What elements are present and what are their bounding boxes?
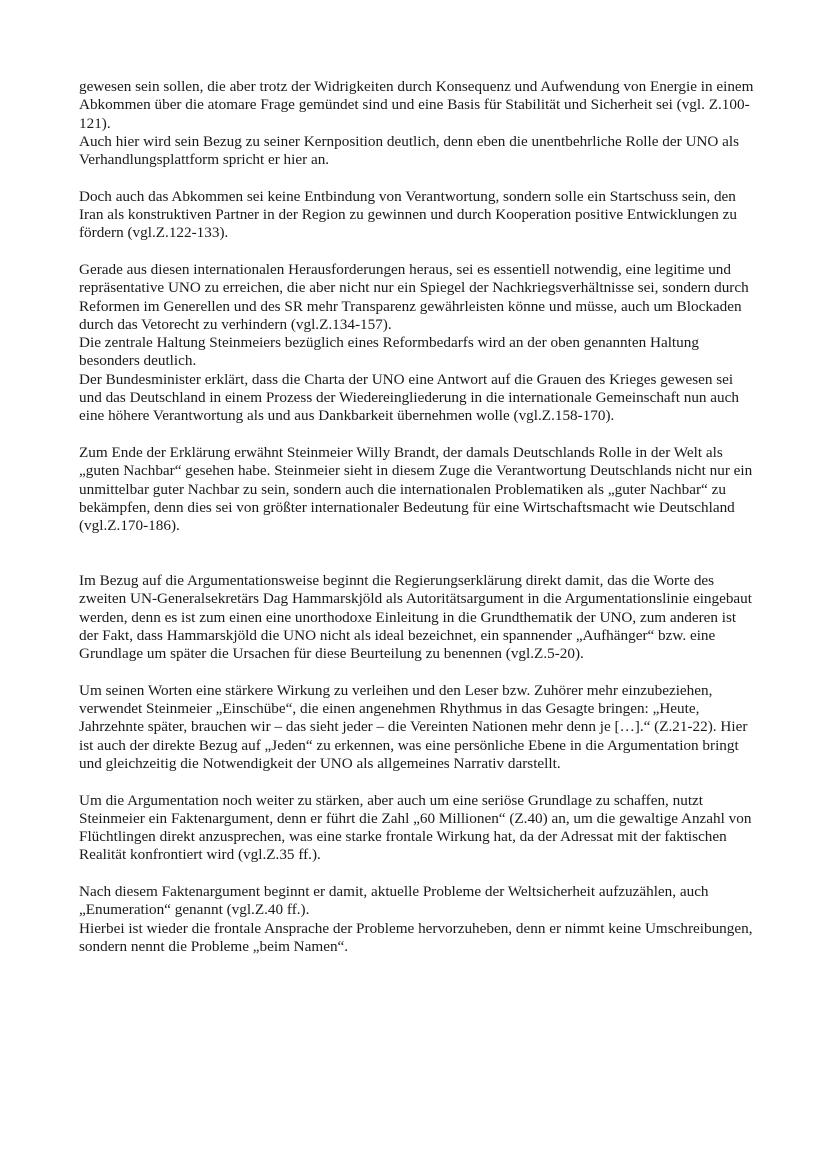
paragraph-iran-partner: Doch auch das Abkommen sei keine Entbindung von Verantwortung, sondern solle ein Startschuss sein, den Iran als konstruktiven Partner in der Region zu gewinnen und durch Kooperation positive Entwicklungen zu fördern (vgl.Z.122-133).	[79, 187, 737, 242]
paragraph-spacer	[79, 865, 754, 883]
paragraph-spacer	[79, 664, 754, 682]
paragraph-reform-uno: Gerade aus diesen internationalen Herausforderungen heraus, sei es essentiell notwendig, eine legitime und repräsentative UNO zu erreichen, die aber nicht nur ein Spiegel der Nachkriegsverhältnisse sei, sondern durch Reformen im Generellen und des SR mehr Transparenz gewährleisten könne und müsse, auch um Blockaden durch das Vetorecht zu verhindern (vgl.Z.134-157).	[79, 260, 749, 333]
paragraph-willy-brandt: Zum Ende der Erklärung erwähnt Steinmeier Willy Brandt, der damals Deutschlands Rolle in der Welt als „guten Nachbar“ gesehen habe. Steinmeier sieht in diesem Zuge die Verantwortung Deutschlands nicht nur ein unmittelbar guter Nachbar zu sein, sondern auch die internationalen Problematiken als „guter Nachbar“ zu bekämpfen, denn dies sei von größter internationaler Bedeutung für eine Wirtschaftsmacht wie Deutschland (vgl.Z.170-186).	[79, 443, 753, 535]
section-spacer	[79, 535, 754, 572]
paragraph-argumentationsweise: Im Bezug auf die Argumentationsweise beginnt die Regierungserklärung direkt damit, das die Worte des zweiten UN-Generalsekretärs Dag Hammarskjöld als Autoritätsargument in die Argumentationslinie eingebaut werden, denn es ist zum einen eine unorthodoxe Einleitung in die Grundthematik der UNO, zum anderen ist der Fakt, dass Hammarskjöld die UNO nicht als ideal bezeichnet, ein spannender „Aufhänger“ bzw. eine Grundlage um später die Ursachen für diese Beurteilung zu benennen (vgl.Z.5-20).	[79, 572, 752, 663]
paragraph-einschuebe: Um seinen Worten eine stärkere Wirkung zu verleihen und den Leser bzw. Zuhörer mehr einzubeziehen, verwendet Steinmeier „Einschübe“, die einen angenehmen Rhythmus in das Gesagte bringen: „Heute, Jahrzehnte später, brauchen wir – das sieht jeder – die Vereinten Nationen mehr denn je […].“ (Z.21-22). Hier ist auch der direkte Bezug auf „Jeden“ zu erkennen, was eine persönliche Ebene in die Argumentation bringt und gleichzeitig die Notwendigkeit der UNO als allgemeines Narrativ darstellt.	[79, 681, 748, 772]
paragraph-abkommen-stabilitaet: gewesen sein sollen, die aber trotz der Widrigkeiten durch Konsequenz und Aufwendung von Energie in einem Abkommen über die atomare Frage gemündet sind und eine Basis für Stabilität und Sicherheit sei (vgl. Z.100-121).	[79, 78, 754, 132]
paragraph-frontale-ansprache: Hierbei ist wieder die frontale Ansprache der Probleme hervorzuheben, denn er nimmt keine Umschreibungen, sondern nennt die Probleme „beim Namen“.	[79, 919, 753, 955]
paragraph-charta: Der Bundesminister erklärt, dass die Charta der UNO eine Antwort auf die Grauen des Krieges gewesen sei und das Deutschland in einem Prozess der Wiedereingliederung in die internationale Gemeinschaft nun auch eine höhere Verantwortung als und aus Dankbarkeit übernehmen wolle (vgl.Z.158-170).	[79, 370, 739, 425]
paragraph-spacer	[79, 426, 754, 444]
document-page	[79, 78, 754, 956]
paragraph-spacer	[79, 169, 754, 187]
paragraph-reformbedarf: Die zentrale Haltung Steinmeiers bezüglich eines Reformbedarfs wird an der oben genannten Haltung besonders deutlich.	[79, 334, 699, 370]
paragraph-enumeration: Nach diesem Faktenargument beginnt er damit, aktuelle Probleme der Weltsicherheit aufzuzählen, auch „Enumeration“ genannt (vgl.Z.40 ff.).	[79, 883, 709, 919]
paragraph-kernposition: Auch hier wird sein Bezug zu seiner Kernposition deutlich, denn eben die unentbehrliche Rolle der UNO als Verhandlungsplattform spricht er hier an.	[79, 132, 740, 169]
paragraph-spacer	[79, 773, 754, 791]
paragraph-faktenargument: Um die Argumentation noch weiter zu stärken, aber auch um eine seriöse Grundlage zu schaffen, nutzt Steinmeier ein Faktenargument, denn er führt die Zahl „60 Millionen“ (Z.40) an, um die gewaltige Anzahl von Flüchtlingen direkt anzusprechen, was eine starke frontale Wirkung hat, da der Adressat mit der faktischen Realität konfrontiert wird (vgl.Z.35 ff.).	[79, 791, 752, 864]
paragraph-spacer	[79, 243, 754, 261]
